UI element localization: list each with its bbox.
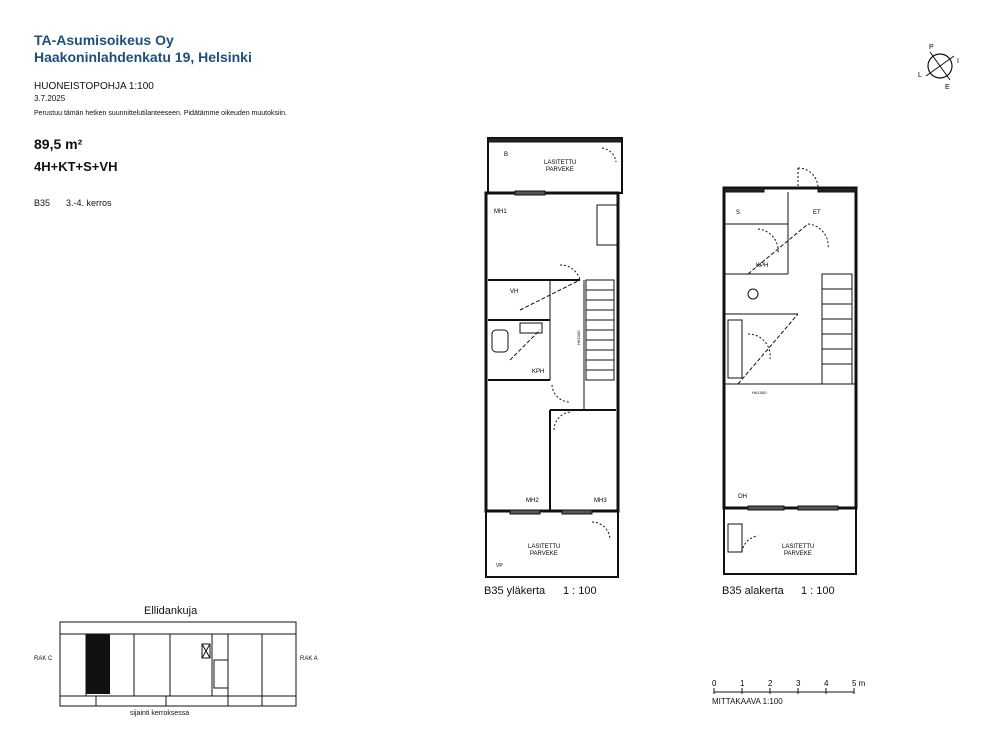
apartment-code: B35: [34, 198, 51, 208]
project-address: Haakoninlahdenkatu 19, Helsinki: [34, 49, 252, 65]
lower-balcony-label: LASITETTU: [782, 544, 815, 550]
room-vh: VH: [510, 289, 519, 295]
room-et: ET: [813, 210, 821, 216]
compass-w: L: [918, 72, 922, 79]
upper-balcony-top-label2: PARVEKE: [546, 167, 574, 173]
company-name: TA-Asumisoikeus Oy: [34, 32, 174, 48]
room-mh1: MH1: [494, 209, 507, 215]
scale-tick-0: 0: [712, 679, 717, 688]
upper-floor-scale: 1 : 100: [563, 585, 597, 597]
scale-bar-caption: MITTAKAAVA 1:100: [712, 697, 783, 706]
room-mh2: MH2: [526, 498, 539, 504]
lower-balcony-label2: PARVEKE: [784, 551, 812, 557]
scale-tick-2: 2: [768, 679, 773, 688]
key-plan: [56, 620, 300, 712]
scale-tick-3: 3: [796, 679, 801, 688]
lower-floor-caption: B35 alakerta: [722, 585, 784, 597]
apartment-area: 89,5 m²: [34, 136, 83, 152]
room-type: 4H+KT+S+VH: [34, 159, 118, 174]
upper-floor-plan: [480, 130, 630, 582]
room-mh3: MH3: [594, 498, 607, 504]
upper-balcony-top-label: LASITETTU: [544, 160, 577, 166]
room-s: S: [736, 210, 741, 216]
scale-tick-1: 1: [740, 679, 745, 688]
lower-floor-plan: [718, 164, 863, 580]
scale-tick-4: 4: [824, 679, 829, 688]
compass-s: E: [945, 84, 950, 91]
upper-balcony-bottom-label2: PARVEKE: [530, 551, 558, 557]
room-kph-lower: KPH: [756, 263, 769, 269]
upper-b-label: B: [504, 152, 509, 158]
plan-date: 3.7.2025: [34, 94, 66, 103]
floor-info: 3.-4. kerros: [66, 198, 112, 208]
lower-hk-label: HK1000: [752, 390, 767, 395]
disclaimer: Perustuu tämän hetken suunnittelutilanteeseen. Pidätämme oikeuden muutoksiin.: [34, 110, 287, 117]
upper-hk-label: HK1000: [576, 330, 581, 345]
lower-floor-scale: 1 : 100: [801, 585, 835, 597]
compass-e: I: [957, 58, 959, 65]
key-plan-left-label: RAK C: [34, 656, 53, 662]
apartment-location-marker: [86, 634, 110, 694]
compass-n: P: [929, 44, 934, 51]
scale-tick-5: 5 m: [852, 679, 866, 688]
key-plan-caption: sijainti kerroksessa: [130, 710, 190, 717]
upper-balcony-bottom-label: LASITETTU: [528, 544, 561, 550]
room-kph-upper: KPH: [532, 369, 545, 375]
key-plan-right-label: RAK A: [300, 656, 318, 662]
room-oh: OH: [738, 494, 747, 500]
upper-vp-label: VP: [496, 563, 503, 569]
compass-icon: [912, 38, 968, 94]
key-plan-street: Ellidankuja: [144, 605, 198, 617]
upper-floor-caption: B35 yläkerta: [484, 585, 546, 597]
plan-title: HUONEISTOPOHJA 1:100: [34, 81, 154, 92]
